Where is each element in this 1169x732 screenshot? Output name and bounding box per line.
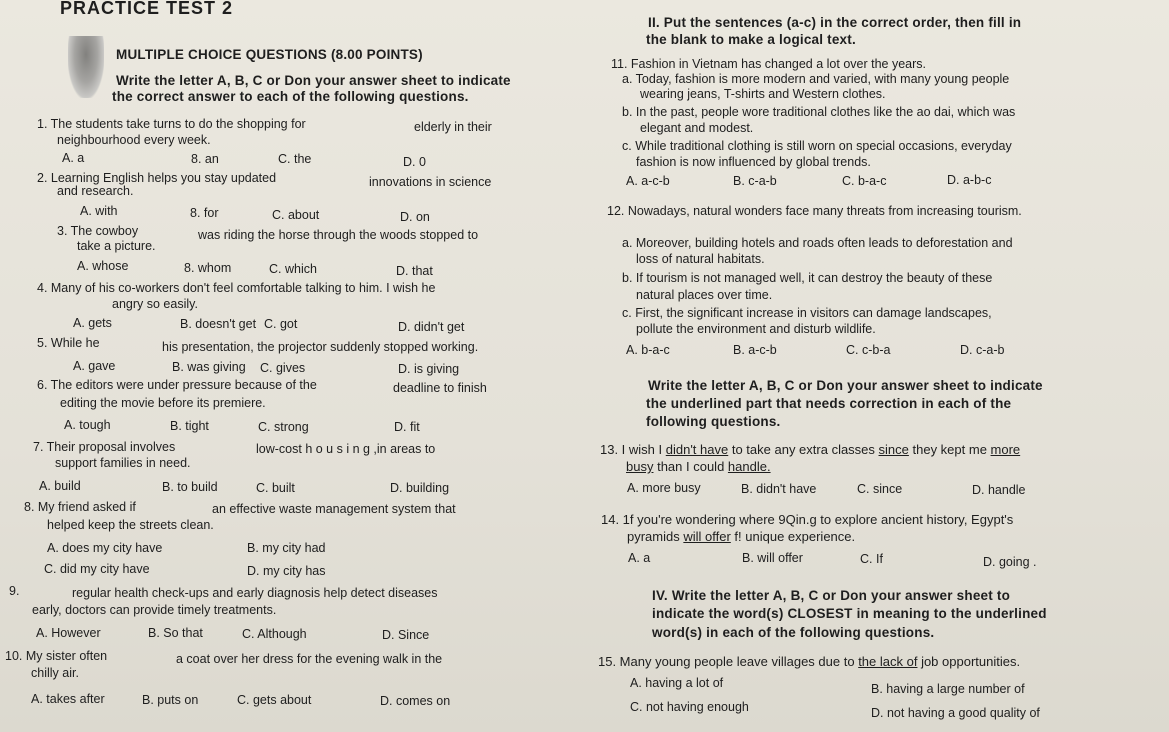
q15-underlined: the lack of: [858, 654, 918, 669]
q1-stem-cont: elderly in their: [414, 120, 492, 134]
section1-title: MULTIPLE CHOICE QUESTIONS (8.00 POINTS): [116, 47, 423, 62]
q3-stem: 3. The cowboy: [57, 224, 139, 238]
q8-stem: 8. My friend asked if: [24, 500, 136, 514]
q13-underlined-e: handle.: [727, 459, 771, 474]
section1-instruction-2: the correct answer to each of the following questions.: [112, 89, 469, 104]
q14-underlined-a: will offer: [683, 529, 731, 544]
q15-option-c: C. not having enough: [630, 700, 749, 714]
section2-instruction-2: the blank to make a logical text.: [646, 32, 856, 47]
q4-stem-2: angry so easily.: [112, 297, 198, 311]
section3-instruction-1: Write the letter A, B, C or Don your answer sheet to indicate: [648, 378, 1043, 393]
q11-stem: 11. Fashion in Vietnam has changed a lot over the years.: [611, 57, 927, 71]
q14-option-a: A. a: [628, 551, 651, 565]
q11-sentence-a1: a. Today, fashion is more modern and varied, with many young people: [622, 72, 1010, 86]
q13-option-b: B. didn't have: [741, 482, 817, 496]
section1-instruction-1: Write the letter A, B, C or Don your answer sheet to indicate: [116, 73, 511, 88]
q13-underlined-a: didn't have: [665, 442, 729, 457]
q14-text-1: pyramids: [627, 529, 684, 544]
q1-option-d: D. 0: [403, 155, 426, 169]
q10-option-c: C. gets about: [237, 693, 312, 707]
q10-stem: 10. My sister often: [5, 649, 108, 663]
q11-sentence-c1: c. While traditional clothing is still worn on special occasions, everyday: [622, 139, 1012, 153]
q6-option-a: A. tough: [64, 418, 111, 432]
q5-option-b: B. was giving: [172, 360, 246, 374]
q11-option-c: C. b-a-c: [842, 174, 887, 188]
q3-option-c: C. which: [269, 262, 317, 276]
q10-stem-2: chilly air.: [31, 666, 79, 680]
q6-stem-2: editing the movie before its premiere.: [60, 396, 266, 410]
q4-option-c: C. got: [264, 317, 298, 331]
q8-option-c: C. did my city have: [44, 562, 150, 576]
q10-option-b: B. puts on: [142, 693, 199, 707]
q6-stem-cont: deadline to finish: [393, 381, 487, 395]
q11-sentence-c2: fashion is now influenced by global trends.: [636, 155, 871, 169]
q12-sentence-c2: pollute the environment and disturb wildlife.: [636, 322, 876, 336]
q12-sentence-b2: natural places over time.: [636, 288, 773, 302]
q3-option-b: 8. whom: [184, 261, 232, 275]
q6-option-d: D. fit: [394, 420, 420, 434]
q9-number: 9.: [9, 584, 20, 598]
q8-stem-cont: an effective waste management system that: [212, 502, 456, 516]
q13-text-2: to take any extra classes: [728, 442, 879, 457]
q7-stem-2: support families in need.: [55, 456, 191, 470]
q14-text-2: f! unique experience.: [730, 529, 856, 544]
section4-instruction-2: indicate the word(s) CLOSEST in meaning to the underlined: [652, 606, 1047, 621]
q14-option-c: C. If: [860, 552, 883, 566]
q3-stem-2: take a picture.: [77, 239, 156, 253]
q15-option-d: D. not having a good quality of: [871, 706, 1040, 720]
q12-option-b: B. a-c-b: [733, 343, 777, 357]
q11-option-b: B. c-a-b: [733, 174, 777, 188]
q15-option-a: A. having a lot of: [630, 676, 724, 690]
q7-option-b: B. to build: [162, 480, 218, 494]
q9-option-a: A. However: [36, 626, 101, 640]
q13-text-4: than I could: [653, 459, 728, 474]
q11-sentence-b1: b. In the past, people wore traditional clothes like the ao dai, which was: [622, 105, 1016, 119]
q13-underlined-d: busy: [626, 459, 654, 474]
q2-option-d: D. on: [400, 210, 430, 224]
q1-stem-2: neighbourhood every week.: [57, 133, 211, 147]
q12-sentence-a2: loss of natural habitats.: [636, 252, 765, 266]
q7-option-c: C. built: [256, 481, 295, 495]
q12-sentence-b1: b. If tourism is not managed well, it can destroy the beauty of these: [622, 271, 993, 285]
q1-option-c: C. the: [278, 152, 312, 166]
q11-sentence-a2: wearing jeans, T-shirts and Western clothes.: [640, 87, 886, 101]
q2-option-b: 8. for: [190, 206, 219, 220]
q12-option-a: A. b-a-c: [626, 343, 670, 357]
q12-sentence-a1: a. Moreover, building hotels and roads often leads to deforestation and: [622, 236, 1013, 250]
q8-option-a: A. does my city have: [47, 541, 163, 555]
q8-stem-2: helped keep the streets clean.: [47, 518, 214, 532]
q13-text-3: they kept me: [908, 442, 991, 457]
q1-option-a: A. a: [62, 151, 85, 165]
q5-option-d: D. is giving: [398, 362, 460, 376]
q9-stem-2: early, doctors can provide timely treatments.: [32, 603, 277, 617]
q8-option-d: D. my city has: [247, 564, 326, 578]
q9-option-d: D. Since: [382, 628, 430, 642]
q6-option-b: B. tight: [170, 419, 209, 433]
q1-stem: 1. The students take turns to do the shopping for: [37, 117, 306, 131]
q9-option-b: B. So that: [148, 626, 203, 640]
q6-stem: 6. The editors were under pressure because of the: [37, 378, 317, 392]
page-title: PRACTICE TEST 2: [60, 0, 234, 18]
section4-instruction-3: word(s) in each of the following questions.: [652, 625, 935, 640]
q7-option-a: A. build: [39, 479, 81, 493]
q13-underlined-b: since: [878, 442, 909, 457]
section3-instruction-2: the underlined part that needs correction in each of the: [646, 396, 1012, 411]
q15-stem: [598, 655, 1020, 669]
q10-option-a: A. takes after: [31, 692, 105, 706]
q7-stem: 7. Their proposal involves: [33, 440, 176, 454]
q15-text-2: job opportunities.: [917, 654, 1021, 669]
q5-option-c: C. gives: [260, 361, 306, 375]
q3-stem-cont: was riding the horse through the woods stopped to: [198, 228, 479, 242]
q1-option-b: 8. an: [191, 152, 219, 166]
section2-instruction-1: II. Put the sentences (a-c) in the correct order, then fill in: [648, 15, 1022, 30]
q10-stem-cont: a coat over her dress for the evening walk in the: [176, 652, 443, 666]
q11-option-d: D. a-b-c: [947, 173, 992, 187]
q3-option-a: A. whose: [77, 259, 129, 273]
q14-stem-2: [627, 530, 855, 544]
q5-stem-cont: his presentation, the projector suddenly stopped working.: [162, 340, 479, 354]
q13-underlined-c: more: [990, 442, 1021, 457]
q11-sentence-b2: elegant and modest.: [640, 121, 754, 135]
section3-instruction-3: following questions.: [646, 414, 781, 429]
q5-stem: 5. While he: [37, 336, 100, 350]
q13-option-c: C. since: [857, 482, 903, 496]
school-logo-icon: [68, 36, 104, 98]
q9-stem-cont: regular health check-ups and early diagnosis help detect diseases: [72, 586, 438, 600]
q6-option-c: C. strong: [258, 420, 309, 434]
q12-stem: 12. Nowadays, natural wonders face many threats from increasing tourism.: [607, 204, 1022, 218]
q2-stem-cont: innovations in science: [369, 175, 492, 189]
q10-option-d: D. comes on: [380, 694, 451, 708]
q5-option-a: A. gave: [73, 359, 116, 373]
q13-stem: [600, 443, 1020, 457]
q13-option-d: D. handle: [972, 483, 1026, 497]
q2-stem-2: and research.: [57, 184, 134, 198]
q9-option-c: C. Although: [242, 627, 307, 641]
q15-option-b: B. having a large number of: [871, 682, 1025, 696]
q2-option-a: A. with: [80, 204, 118, 218]
q13-option-a: A. more busy: [627, 481, 701, 495]
q7-stem-cont: low-cost h o u s i n g ,in areas to: [256, 442, 436, 456]
q13-text-1: 13. I wish I: [600, 442, 666, 457]
q7-option-d: D. building: [390, 481, 450, 495]
q14-option-b: B. will offer: [742, 551, 803, 565]
q13-stem-2: [626, 460, 771, 474]
q4-option-d: D. didn't get: [398, 320, 465, 334]
q8-option-b: B. my city had: [247, 541, 326, 555]
q4-stem: 4. Many of his co-workers don't feel comfortable talking to him. I wish he: [37, 281, 436, 295]
q15-text-1: 15. Many young people leave villages due to: [598, 654, 859, 669]
q2-option-c: C. about: [272, 208, 320, 222]
q12-option-c: C. c-b-a: [846, 343, 891, 357]
section4-instruction-1: IV. Write the letter A, B, C or Don your answer sheet to: [652, 588, 1011, 603]
q4-option-b: B. doesn't get: [180, 317, 257, 331]
q12-option-d: D. c-a-b: [960, 343, 1005, 357]
q2-stem: 2. Learning English helps you stay updated: [37, 171, 277, 185]
q11-option-a: A. a-c-b: [626, 174, 670, 188]
q4-option-a: A. gets: [73, 316, 112, 330]
q12-sentence-c1: c. First, the significant increase in visitors can damage landscapes,: [622, 306, 992, 320]
q14-option-d: D. going .: [983, 555, 1037, 569]
q3-option-d: D. that: [396, 264, 433, 278]
q14-stem: 14. 1f you're wondering where 9Qin.g to explore ancient history, Egypt's: [601, 512, 1014, 527]
